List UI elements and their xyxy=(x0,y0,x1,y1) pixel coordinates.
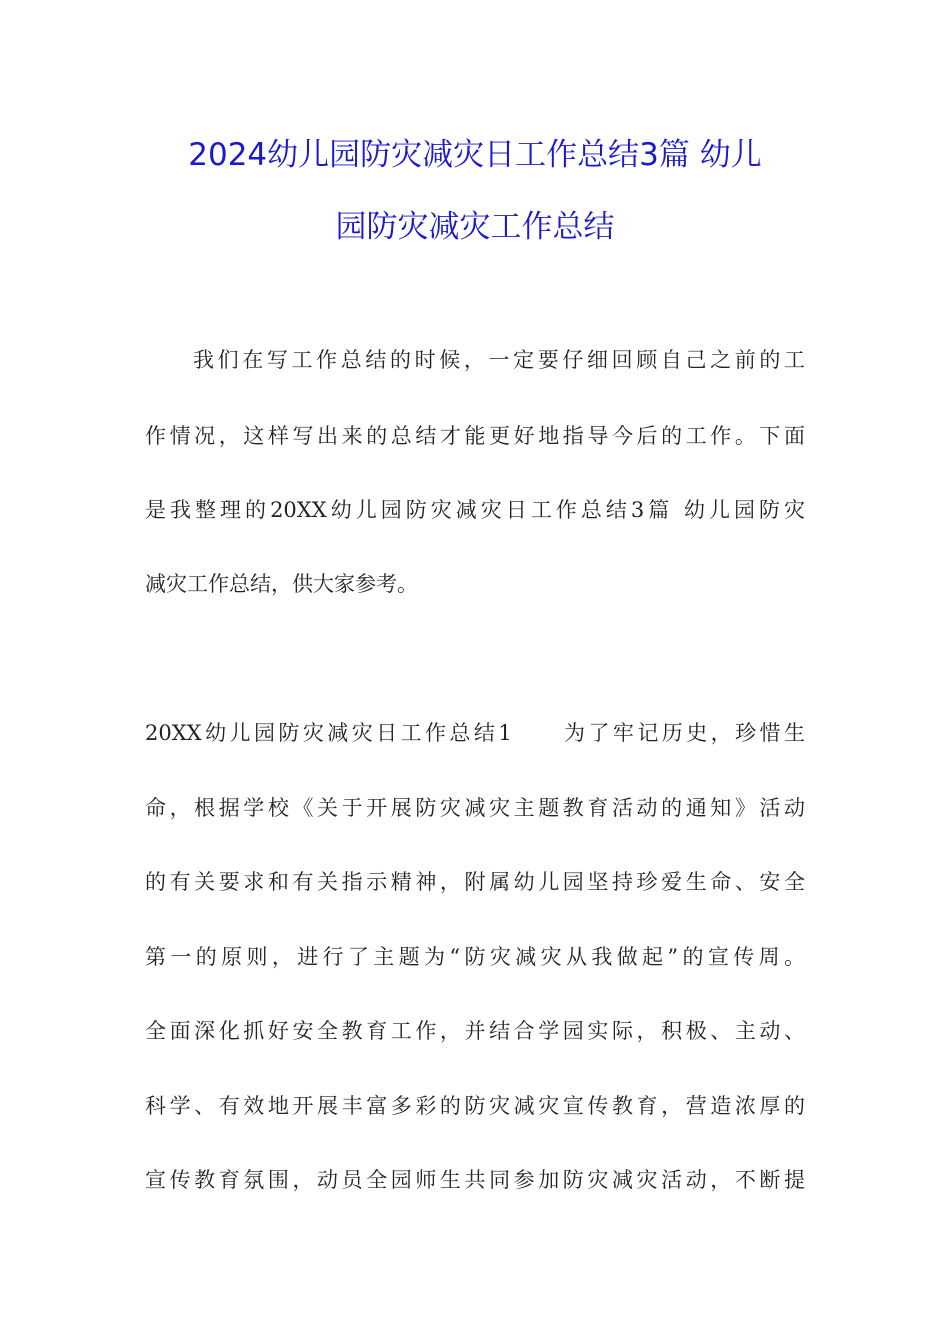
section1-line: 20XX幼儿园防灾减灾日工作总结1 为了牢记历史，珍惜生 xyxy=(145,721,805,745)
page-title-line-2: 园防灾减灾工作总结 xyxy=(335,209,615,245)
section1-line: 全面深化抓好安全教育工作，并结合学园实际，积极、主动、 xyxy=(145,1019,805,1043)
intro-line: 作情况，这样写出来的总结才能更好地指导今后的工作。下面 xyxy=(145,424,805,448)
section1-line: 科学、有效地开展丰富多彩的防灾减灾宣传教育，营造浓厚的 xyxy=(145,1094,805,1118)
section1-line: 宣传教育氛围，动员全园师生共同参加防灾减灾活动，不断提 xyxy=(145,1168,805,1192)
page-title-line-1: 2024幼儿园防灾减灾日工作总结3篇 幼儿 xyxy=(188,137,762,173)
intro-line: 是我整理的20XX幼儿园防灾减灾日工作总结3篇 幼儿园防灾 xyxy=(145,498,805,522)
section1-line: 的有关要求和有关指示精神，附属幼儿园坚持珍爱生命、安全 xyxy=(145,870,805,894)
intro-line: 我们在写工作总结的时候，一定要仔细回顾自己之前的工 xyxy=(193,348,805,372)
intro-line: 减灾工作总结，供大家参考。 xyxy=(145,572,418,596)
section1-line: 命，根据学校《关于开展防灾减灾主题教育活动的通知》活动 xyxy=(145,796,805,820)
section1-line: 第一的原则，进行了主题为“防灾减灾从我做起”的宣传周。 xyxy=(145,945,805,969)
